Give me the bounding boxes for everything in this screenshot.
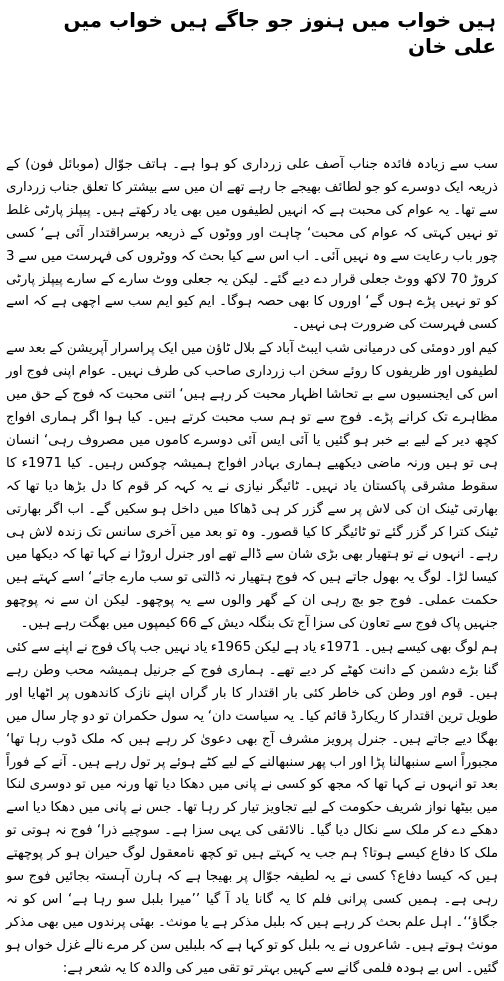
paragraph-3: ہم لوگ بھی کیسے ہیں۔ 1971ء یاد ہے لیکن 1965ء یاد نہیں جب پاک فوج نے اپنے سے کئی گنا بڑے دشمن کے دانت کھٹے کر دیے تھے۔ ہماری فوج کے جرنیل ہمیشہ محب وطن رہے ہیں۔ قوم اور وطن کی خاطر کئی بار اقتدار کا بار گراں اپنے نازک کاندھوں پر اٹھایا اور طویل ترین اقتدار کا ریکارڈ قائم کیا۔ یہ سیاست دان‘ یہ سول حکمران تو دو چار سال میں بھگا دیے جاتے ہیں۔ جنرل پرویز مشرف آج بھی دعویٰ کر رہے ہیں کہ ملک ڈوب رہا تھا‘ مجبوراً اسے سنبھالنا پڑا اور اب پھر سنبھالنے کے لیے کٹے ہوئے پر تول رہے ہیں۔ آنے کے فوراً بعد تو انہوں نے کہا تھا کہ مجھ کو کسی نے پانی میں دھکا دیا تھا ورنہ میں تو دوسری لنکا میں بیٹھا نواز شریف حکومت کے لیے تجاویز تیار کر رہا تھا۔ جس نے پانی میں دھکا دیا اسے دھکے دے کر ملک سے نکال دیا گیا۔ نالائقی کی یہی سزا ہے۔ سوچیے ذرا‘ فوج نہ ہوتی تو ملک کا دفاع کیسے ہوتا؟ ہم جب یہ کہتے ہیں تو کچھ نامعقول لوگ حیران ہو کر پوچھتے ہیں کہ کیسا دفاع؟ کسی نے یہ لطیفہ جوّال پر بھیجا ہے کہ ہارن آہستہ بجائیں فوج سو رہی ہے۔ ہمیں کسی پرانی فلم کا یہ گانا یاد آ گیا ’’میرا بلبل سو رہا ہے‘ اس کو نہ جگاؤ‘‘۔ اہل علم بحث کر رہے ہیں کہ بلبل مذکر ہے یا مونث۔ بھئی پرندوں میں بھی مذکر مونث ہوتے ہیں۔ شاعروں نے یہ بلبل کو تو کہا ہے کہ بلبلیں سن کر مرے نالے غزل خواں ہو گئیں۔ اس بے ہودہ فلمی گانے سے کہیں بہتر تو تقی میر کی والدہ کا یہ شعر ہے: xyxy=(6,640,498,976)
paragraph-2: کیم اور دومئی کی درمیانی شب ایبٹ آباد کے بلال ٹاؤن میں ایک پراسرار آپریشن کے بعد سے لطیفوں اور ظریفوں کا روئے سخن اب زرداری صاحب کی طرف نہیں۔ عوام اپنی فوج اور اس کی ایجنسیوں سے بے تحاشا اظہار محبت کر رہے ہیں‘ اتنی محبت کہ فوج کے حق میں مظاہرے تک کرانے پڑے۔ فوج سے تو ہم سب محبت کرتے ہیں۔ کیا ہوا اگر ہماری افواج کچھ دیر کے لیے بے خبر ہو گئیں یا آئی ایس آئی دوسرے کاموں میں مصروف رہی‘ انسان ہی تو ہیں ورنہ ماضی دیکھیے ہماری بہادر افواج ہمیشہ چوکس رہیں۔ کیا 1971ء کا سقوط مشرقی پاکستان یاد نہیں۔ ٹائیگر نیازی نے یہ کہہ کر قوم کا دل بڑھا دیا تھا کہ بھارتی ٹینک ان کی لاش پر سے گزر کر ہی ڈھاکا میں داخل ہو سکیں گے۔ اب اگر بھارتی ٹینک کترا کر گزر گئے تو ٹائیگر کا کیا قصور۔ وہ تو بعد میں آخری سانس تک زندہ لاش ہی رہے۔ انہوں نے تو ہتھیار بھی بڑی شان سے ڈالے تھے اور جنرل اروڑا نے کہا تھا کہ دیکھا میں کیسا لڑا۔ لوگ یہ بھول جاتے ہیں کہ فوج ہتھیار نہ ڈالتی تو سب مارے جاتے‘ اسے کہتے ہیں حکمت عملی۔ فوج جو بچ رہی ان کے گھر والوں سے یہ پوچھو۔ لیکن ان سے نہ پوچھو جنہیں پاک فوج سے تعاون کی سزا آج تک بنگلہ دیش کے 66 کیمپوں میں بھگت رہے ہیں۔ xyxy=(6,341,498,632)
article-body xyxy=(6,154,499,976)
article-header xyxy=(63,8,496,58)
author-name: علی خان xyxy=(407,34,496,58)
column-title: ہیں خواب میں ہنوز جو جاگے ہیں خواب میں xyxy=(63,8,496,32)
paragraph-1: سب سے زیادہ فائدہ جناب آصف علی زرداری کو ہوا ہے۔ ہاتف جوّال (موبائل فون) کے ذریعہ ایک دوسرے کو جو لطائف بھیجے جا رہے تھے ان میں سے بیشتر کا تعلق جناب زرداری سے تھا۔ یہ عوام کی محبت ہے کہ انہیں لطیفوں میں بھی یاد رکھتے ہیں۔ پیپلز پارٹی غلط تو نہیں کہتی کہ عوام کی محبت‘ چاہت اور ووٹوں کے ذریعہ برسراقتدار آئی ہے‘ کسی چور باب رعایت سے وہ نہیں آئی۔ اب اس سے کیا بحث کہ ووٹروں کی فہرست میں سے 3 کروڑ 70 لاکھ ووٹ جعلی قرار دے دیے گئے۔ لیکن یہ جعلی ووٹ سارے کے سارے پیپلز پارٹی کو تو نہیں پڑے ہوں گے‘ اوروں کا بھی حصہ ہوگا۔ ایم کیو ایم سب سے اچھی ہے کہ اسے کسی فہرست کی ضرورت ہی نہیں۔ xyxy=(6,157,499,333)
